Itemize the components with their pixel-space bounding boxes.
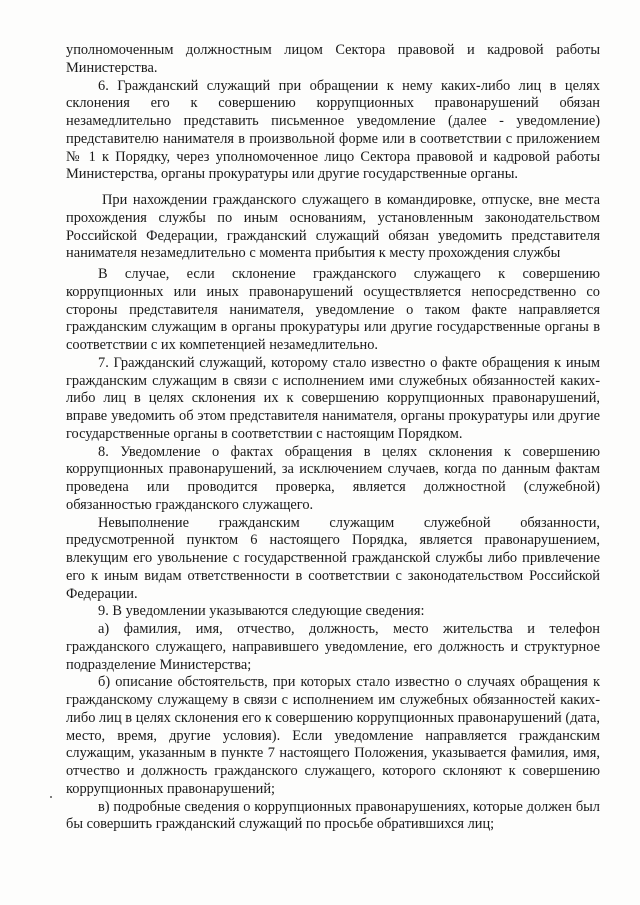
paragraph-non-fulfillment: Невыполнение гражданским служащим служебной обязанности, предусмотренной пунктом 6 настоящего Порядка, является правонарушением, влекущим его увольнение с государственной гражданской службы либо привлечение его к иным видам ответственности в соответствии с законодательством Российской Федерации.	[66, 514, 600, 602]
paragraph-item-7: 7. Гражданский служащий, которому стало известно о факте обращения к иным гражданским служащим в связи с исполнением ими служебных обязанностей каких-либо лиц в целях склонения их к совершению коррупционных правонарушений, вправе уведомить об этом представителя нанимателя, органы прокуратуры или другие государственные органы в соответствии с настоящим Порядком.	[66, 354, 600, 442]
paragraph-item-6: 6. Гражданский служащий при обращении к нему каких-либо лиц в целях склонения его к совершению коррупционных правонарушений обязан незамедлительно представить письменное уведомление (далее - уведомление) представителю нанимателя в произвольной форме или в соответствии с приложением № 1 к Порядку, через уполномоченное лицо Сектора правовой и кадровой работы Министерства, органы прокуратуры или другие государственные органы.	[66, 77, 600, 183]
paragraph-item-9: 9. В уведомлении указываются следующие сведения:	[98, 603, 425, 620]
paragraph-item-8: 8. Уведомление о фактах обращения в целях склонения к совершению коррупционных правонарушений, за исключением случаев, когда по данным фактам проведена или проводится проверка, является должностной (служебной) обязанностью гражданского служащего.	[66, 443, 600, 513]
paragraph-item-9c: в) подробные сведения о коррупционных правонарушениях, которые должен был бы совершить гражданский служащий по просьбе обратившихся лиц;	[66, 798, 600, 833]
paragraph-item-9b: б) описание обстоятельств, при которых стало известно о случаях обращения к гражданскому служащему в связи с исполнением им служебных обязанностей каких-либо лиц в целях склонения его к совершению коррупционных правонарушений (дата, место, время, другие условия). Если уведомление направляется гражданским служащим, указанным в пункте 7 настоящего Положения, указывается фамилия, имя, отчество и должность гражданского служащего, которого склоняют к совершению коррупционных правонарушений;	[66, 674, 600, 797]
scan-speck	[50, 796, 52, 798]
paragraph-continuation: уполномоченным должностным лицом Сектора правовой и кадровой работы Министерства.	[66, 42, 600, 76]
paragraph-business-trip: При нахождении гражданского служащего в командировке, отпуске, вне места прохождения службы по иным основаниям, установленным законодательством Российской Федерации, гражданский служащий обязан уведомить представителя нанимателя незамедлительно с момента прибытия к месту прохождения службы	[66, 192, 600, 262]
paragraph-item-9a: а) фамилия, имя, отчество, должность, место жительства и телефон гражданского служащего, направившего уведомление, его должность и структурное подразделение Министерства;	[66, 621, 600, 673]
document-body	[66, 42, 600, 834]
paragraph-employer-case: В случае, если склонение гражданского служащего к совершению коррупционных или иных правонарушений осуществляется непосредственно со стороны представителя нанимателя, уведомление о таком факте направляется гражданским служащим в органы прокуратуры или другие государственные органы в соответствии с их компетенцией незамедлительно.	[66, 266, 600, 353]
